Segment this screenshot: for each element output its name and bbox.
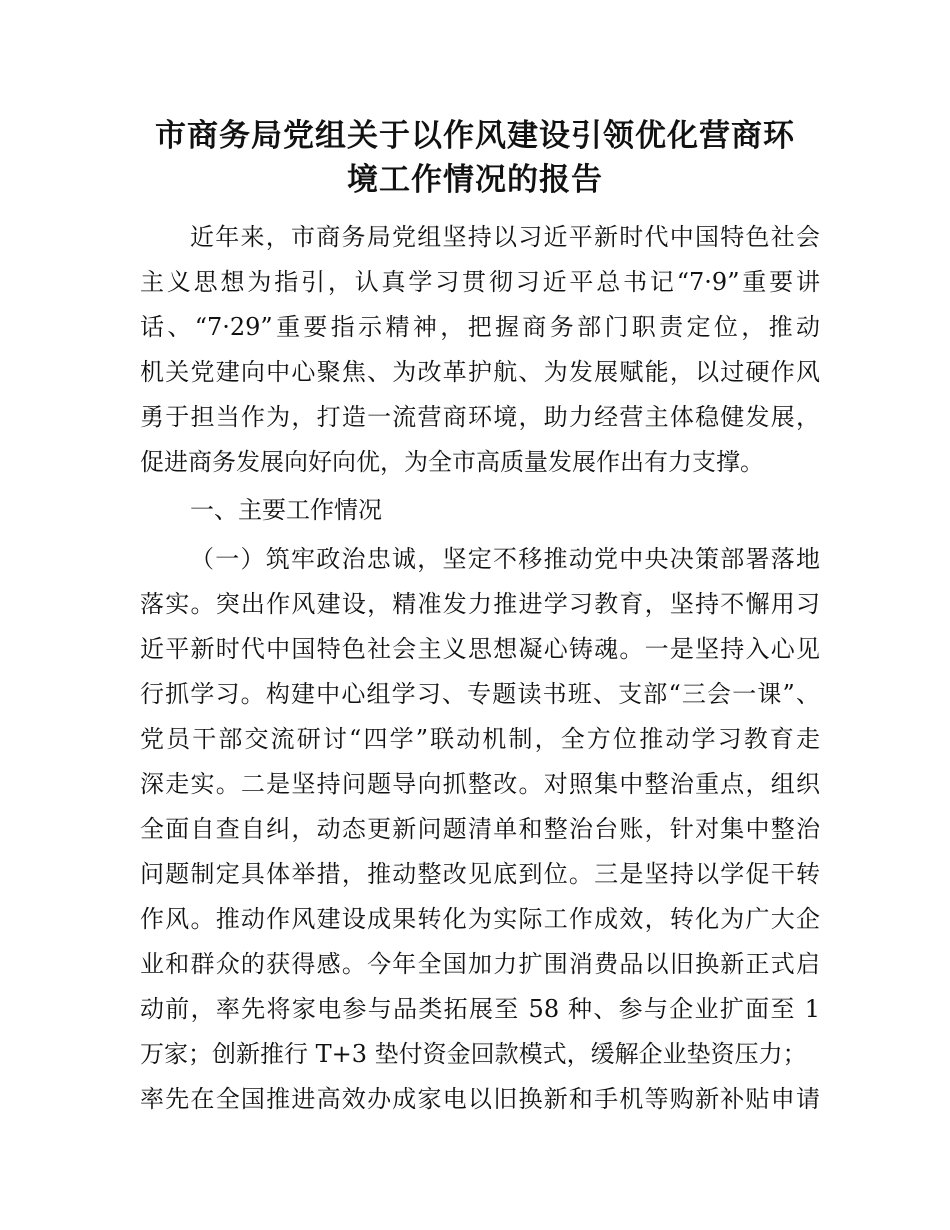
section-paragraph-line: 行抓学习。构建中心组学习、专题读书班、支部“三会一课”、 bbox=[140, 680, 820, 708]
intro-paragraph-line: 促进商务发展向好向优，为全市高质量发展作出有力支撑。 bbox=[140, 448, 764, 476]
report-title-line-1: 市商务局党组关于以作风建设引领优化营商环 bbox=[155, 118, 795, 154]
intro-paragraph-line: 勇于担当作为，打造一流营商环境，助力经营主体稳健发展， bbox=[140, 403, 820, 431]
section-paragraph-line: 党员干部交流研讨“四学”联动机制，全方位推动学习教育走 bbox=[140, 725, 820, 753]
intro-paragraph-line: 近年来，市商务局党组坚持以习近平新时代中国特色社会 bbox=[190, 223, 820, 251]
section-paragraph-line: 万家；创新推行 T+3 垫付资金回款模式，缓解企业垫资压力； bbox=[140, 1040, 807, 1068]
section-paragraph-line: 近平新时代中国特色社会主义思想凝心铸魂。一是坚持入心见 bbox=[140, 635, 820, 663]
intro-paragraph-line: 机关党建向中心聚焦、为改革护航、为发展赋能，以过硬作风 bbox=[140, 358, 820, 386]
section-heading: 一、主要工作情况 bbox=[190, 496, 382, 524]
intro-paragraph-line: 主义思想为指引，认真学习贯彻习近平总书记“7·9”重要讲 bbox=[140, 268, 820, 296]
section-paragraph-line: 作风。推动作风建设成果转化为实际工作成效，转化为广大企 bbox=[140, 905, 820, 933]
section-paragraph-line: 全面自查自纠，动态更新问题清单和整治台账，针对集中整治 bbox=[140, 815, 820, 843]
section-paragraph-line: 问题制定具体举措，推动整改见底到位。三是坚持以学促干转 bbox=[140, 860, 820, 888]
section-paragraph-line: 业和群众的获得感。今年全国加力扩围消费品以旧换新正式启 bbox=[140, 950, 820, 978]
intro-paragraph-line: 话、“7·29”重要指示精神，把握商务部门职责定位，推动 bbox=[140, 313, 820, 341]
report-title-line-2: 境工作情况的报告 bbox=[347, 162, 603, 198]
section-paragraph-line: 深走实。二是坚持问题导向抓整改。对照集中整治重点，组织 bbox=[140, 770, 820, 798]
section-paragraph-line: 落实。突出作风建设，精准发力推进学习教育，坚持不懈用习 bbox=[140, 590, 820, 618]
section-paragraph-line: （一）筑牢政治忠诚，坚定不移推动党中央决策部署落地 bbox=[190, 545, 820, 573]
section-paragraph-line: 动前，率先将家电参与品类拓展至 58 种、参与企业扩面至 1 bbox=[140, 995, 820, 1023]
section-paragraph-line: 率先在全国推进高效办成家电以旧换新和手机等购新补贴申请 bbox=[140, 1085, 820, 1113]
